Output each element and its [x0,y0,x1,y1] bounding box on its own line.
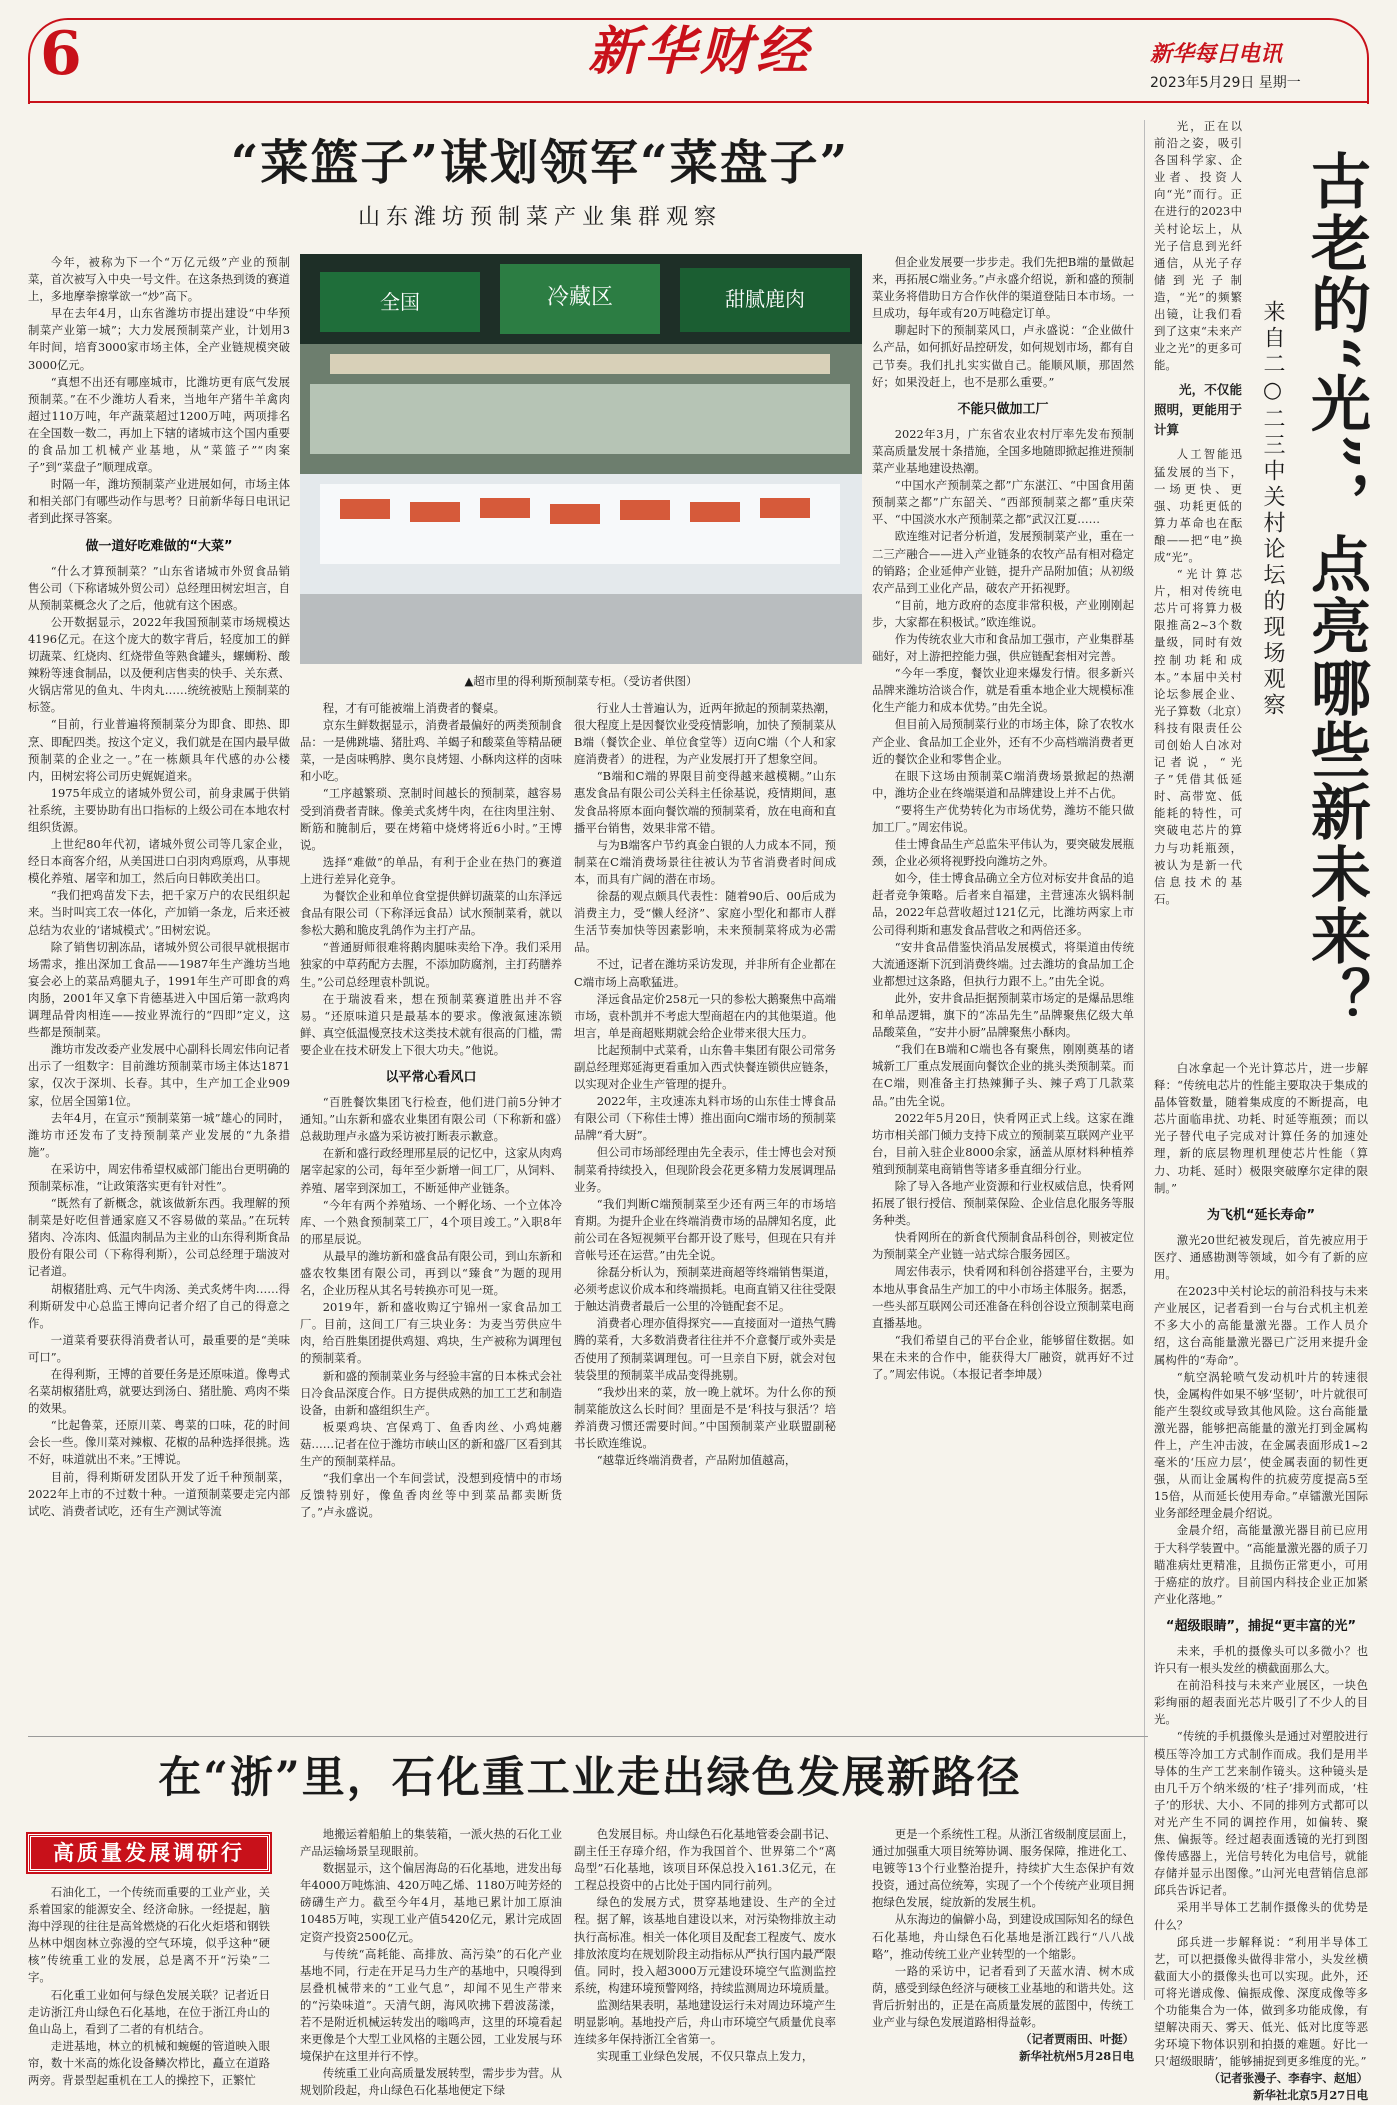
second-column-1 [28,1884,270,2088]
body-paragraph: “什么才算预制菜？”山东省诸城市外贸食品销售公司（下称诸城外贸公司）总经理田树宏坦言，自从预制菜概念火了之后，他就有这个困惑。 [28,563,290,612]
body-paragraph: 此外，安井食品拒据预制菜市场定的是爆品思维和单品逻辑，旗下的“冻品先生”品牌聚焦亿级大单品酸菜鱼，“安井小厨”品牌聚焦小酥肉。 [872,990,1135,1040]
body-paragraph: 色发展目标。舟山绿色石化基地管委会副书记、副主任王存璋介绍，作为我国首个、世界第二个“离岛型”石化基地，该项目环保总投入161.3亿元，在工程总投资中的占比处于国内同行前列。 [574,1827,837,1893]
body-paragraph: “目前，地方政府的态度非常积极，产业刚刚起步，大家都在积极试。”欧连维说。 [872,597,1134,629]
body-paragraph: “越靠近终端消费者，产品附加值越高， [596,1453,797,1468]
body-paragraph: 时隔一年，潍坊预制菜产业进展如何，市场主体和相关部门有哪些动作与思考？日前新华每日电讯记者到此探寻答案。 [28,477,291,526]
body-paragraph: 选择“难做”的单品，有利于企业在热门的赛道上进行差异化竞争。 [300,854,562,886]
body-paragraph: “我们在B端和C端也各有聚焦，刚刚奠基的诸城新工厂重点发展面向餐饮企业的挑头类预制菜。而在C端，则准备主打热辣狮子头、辣子鸡丁几款菜品。”由先全说。 [872,1042,1134,1108]
feature-subheading: 光，不仅能照明，更能用于计算 [1154,382,1242,438]
body-paragraph: 人工智能迅猛发展的当下，一场更快、更强、功耗更低的算力革命也在酝酿——把“电”换成“光”。 [1154,447,1242,564]
body-paragraph: 采用半导体工艺制作摄像头的优势是什么？ [1154,1900,1368,1932]
body-paragraph: 但企业发展要一步步走。我们先把B端的量做起来，再拓展C端业务。”卢永盛介绍说，新和盛的预制菜业务将借助日方合作伙伴的渠道登陆日本市场。一旦成功，每年或有20万吨稳定订单。 [872,255,1134,321]
body-paragraph: 新和盛的预制菜业务与经验丰富的日本株式会社日冷食品深度合作。日方提供成熟的加工工艺和制造设备，由新和盛组织生产。 [300,1368,563,1417]
body-paragraph: “B端和C端的界限目前变得越来越模糊。”山东惠发食品有限公司公关科主任徐基说，疫情期间，惠发食品将原本面向餐饮端的预制菜肴，放在电商和直播平台销售，效果非常不错。 [574,769,836,835]
body-paragraph: 一道菜肴要获得消费者认可，最重要的是“美味可口”。 [28,1332,290,1364]
lead-photo [300,254,862,664]
body-paragraph: 徐磊分析认为，预制菜进商超等终端销售渠道，必须考虑议价成本和终端损耗。电商直销又往往受限于触达消费者最后一公里的冷链配套不足。 [574,1265,837,1314]
feature-byline: （记者张漫子、李春宇、赵旭） [1208,2071,1368,2086]
lead-column-3 [574,700,836,1724]
section-subheading: 不能只做加工厂 [957,401,1049,417]
body-paragraph: 在得利斯，王博的首要任务是还原味道。像粤式名菜胡椒猪肚鸡，就要达到汤白、猪肚脆、鸡肉不柴的效果。 [28,1367,291,1416]
body-paragraph: 未来，手机的摄像头可以多微小？也许只有一根头发丝的横截面那么大。 [1154,1644,1368,1676]
body-paragraph: “我们拿出一个车间尝试，没想到疫情中的市场反馈特别好，像鱼香肉丝等中到菜品都卖断货了。”卢永盛说。 [300,1471,562,1520]
body-paragraph: “既然有了新概念，就该做新东西。我理解的预制菜是好吃但普通家庭又不容易做的菜品。”在玩转猪肉、冷冻肉、低温肉制品为主业的山东得利斯食品股份有限公司（下称得利斯），公司总经理于瑞波对记者道。 [28,1196,290,1279]
feature-column-narrow [1154,118,1242,1218]
lead-subheadline: 山东潍坊预制菜产业集群观察 [357,205,722,230]
body-paragraph: 光，正在以前沿之姿，吸引各国科学家、企业者、投资人向“光”而行。正在进行的2023中关村论坛上，从光子信息到光纤通信，从光子存储到光子制造，“光”的频繁出镜，让我们看到了这束“未来产业之光”的更多可能。 [1154,119,1242,373]
body-paragraph: 消费者心理亦值得探究——直接面对一道热气腾腾的菜肴，大多数消费者往往并不介意餐厅或外卖是否使用了预制菜调理包。可一旦亲自下厨，就会对包装袋里的预制菜半成品变得挑剔。 [574,1316,837,1382]
body-paragraph: 2022年，主攻速冻丸料市场的山东佳士博食品有限公司（下称佳士博）推出面向C端市场的预制菜品牌“肴大厨”。 [574,1094,836,1143]
body-paragraph: 2022年5月20日，快肴网正式上线。这家在潍坊市相关部门倾力支持下成立的预制菜互联网产业平台，目前入驻企业8000余家，涵盖从原材料种植养殖到预制菜电商销售等诸多垂直细分行业。 [872,1110,1134,1176]
second-headline: 在“浙”里，石化重工业走出绿色发展新路径 [158,1753,1022,1803]
body-paragraph: 快肴网所在的新食代预制食品科创谷，则被定位为预制菜全产业链一站式综合服务园区。 [872,1230,1135,1262]
body-paragraph: 在2023中关村论坛的前沿科技与未来产业展区，记者看到一台与台式机主机差不多大小的高能量激光器。工作人员介绍，这台高能量激光器已广泛用来提升金属构件的“寿命”。 [1154,1284,1368,1367]
body-paragraph: “安井食品借鉴快消品发展模式，将渠道由传统大流通逐渐下沉到消费终端。过去潍坊的食品加工企业都想过这条路，但执行力跟不上。”由先全说。 [872,939,1134,988]
body-paragraph: “光计算芯片，相对传统电芯片可将算力极限推高2~3个数量级，同时有效控制功耗和成本。”本届中关村论坛参展企业、光子算数（北京）科技有限责任公司创始人白冰对记者说，“光子”凭借其低延时、高带宽、低能耗的特性，可突破电芯片的算力与功耗瓶颈，被认为是新一代信息技术的基石。 [1154,567,1242,906]
body-paragraph: “中国水产预制菜之都”广东湛江、“中国食用菌预制菜之都”广东韶关、“西部预制菜之都”重庆荣平、“中国淡水水产预制菜之都”武汉江夏…… [872,478,1134,527]
body-paragraph: 程，才有可能被端上消费者的餐桌。 [322,701,506,715]
body-paragraph: “我炒出来的菜，放一晚上就坏。为什么你的预制菜能放这么长时间？里面是不是‘科技与狠活’？培养消费习惯还需要时间。”中国预制菜产业联盟副秘书长欧连维说。 [574,1384,836,1451]
lead-column-1 [28,254,290,1724]
body-paragraph: “要将生产优势转化为市场优势，潍坊不能只做加工厂。”周宏伟说。 [872,802,1134,834]
body-paragraph: “传统的手机摄像头是通过对塑胶进行模压等冷加工方式制作而成。我们是用半导体的生产工艺来制作镜头。这种镜头是由几千万个纳米级的‘柱子’排列而成，‘柱子’的形状、大小、不同的排列方式都可以对光产生不同的调控作用，如偏转、聚焦、偏振等。经过超表面透镜的光打到图像传感器上，光信号转化为电信号，就能存储并显示出图像。”山河光电营销信息部邱兵告诉记者。 [1154,1729,1368,1898]
second-dateline: 新华社杭州5月28日电 [1019,2049,1134,2064]
body-paragraph: 徐磊的观点颇具代表性：随着90后、00后成为消费主力，受“懒人经济”、家庭小型化和都市人群生活节奏加快等因素影响，未来预制菜将成为必需品。 [574,889,836,955]
body-paragraph: 周宏伟表示，快肴网和科创谷搭建平台，主要为本地从事食品生产加工的中小市场主体服务。据悉，一些头部互联网公司还准备在科创谷设立预制菜电商直播基地。 [872,1264,1135,1330]
series-badge [28,1834,270,1872]
body-paragraph: 地搬运着船舶上的集装箱，一派火热的石化工业产品运输场景呈现眼前。 [300,1827,563,1859]
body-paragraph: 胡椒猪肚鸡、元气牛肉汤、美式炙烤牛肉……得利斯研发中心总监王博向记者介绍了自己的得意之作。 [28,1281,291,1330]
feature-dateline: 新华社北京5月27日电 [1253,2088,1368,2103]
body-paragraph: “工序越繁琐、烹制时间越长的预制菜，越容易受到消费者青睐。像美式炙烤牛肉，在往肉里注射、断筋和腌制后，要在烤箱中烧烤将近6小时。”王博说。 [300,786,562,852]
feature-subheading: “超级眼睛”，捕捉“更丰富的光” [1165,1618,1357,1634]
body-paragraph: 金晨介绍，高能量激光器目前已应用于大科学装置中。“高能量激光器的质子刀瞄准病灶更精准，且损伤正常更小，可用于癌症的放疗。目前国内科技企业正加紧产业化落地。” [1154,1523,1368,1606]
body-paragraph: 石油化工，一个传统而重要的工业产业，关系着国家的能源安全、经济命脉。一经提起，脑海中浮现的往往是高耸燃烧的石化火炬塔和钢铁丛林中烟囱林立弥漫的空气环境，似乎这种“硬核”传统重工业的发展，总是离不开“污染”二字。 [28,1885,270,1985]
body-paragraph: 早在去年4月，山东省潍坊市提出建设“中华预制菜产业第一城”；大力发展预制菜产业，计划用3年时间，培育3000家市场主体，全产业链规模突破3000亿元。 [28,306,290,372]
series-badge-label: 高质量发展调研行 [53,1841,245,1865]
second-column-3 [574,1826,837,2064]
body-paragraph: 目前，得利斯研发团队开发了近千种预制菜，2022年上市的不过数十种。一道预制菜要走完内部试吃、消费者试吃，还有生产测试等流 [28,1469,290,1518]
body-paragraph: 数据显示，这个偏居海岛的石化基地，进发出每年4000万吨炼油、420万吨乙烯、1180万吨芳烃的磅礴生产力。截至今年4月，基地已累计加工原油10485万吨，实现工业产值5420亿元，累计完成固定资产投资2500亿元。 [300,1861,563,1944]
second-byline: （记者贾雨田、叶挺） [1020,2032,1134,2047]
sign-text-right: 甜腻鹿肉 [725,287,805,311]
body-paragraph: “今年一季度，餐饮业迎来爆发行情。很多新兴品牌来潍坊洽谈合作，就是看重本地企业大规模标准化生产能力和成本优势。”由先全说。 [872,666,1134,715]
body-paragraph: 去年4月，在宣示“预制菜第一城”雄心的同时，潍坊市还发布了支持预制菜产业发展的“九条措施”。 [28,1110,290,1159]
sign-text-left: 全国 [380,290,420,314]
body-paragraph: 作为传统农业大市和食品加工强市，产业集群基础好，对上游把控能力强，供应链配套相对完善。 [872,631,1135,664]
body-paragraph: “今年有两个养殖场、一个孵化场、一个立体冷库、一个熟食预制菜工厂，4个项目竣工。”入职8年的邢星辰说。 [300,1197,562,1246]
body-paragraph: 在采访中，周宏伟希望权威部门能出台更明确的预制菜标准，“让政策落实更有针对性”。 [28,1161,291,1193]
body-paragraph: “目前，行业普遍将预制菜分为即食、即热、即烹、即配四类。按这个定义，我们就是在国内最早做预制菜的企业之一。”在一栋颇具年代感的办公楼内，田树宏将公司历史娓娓道来。 [28,717,290,783]
body-paragraph: “百胜餐饮集团飞行检查，他们进门前5分钟才通知。”山东新和盛农业集团有限公司（下称新和盛）总裁助理卢永盛为采访被打断表示歉意。 [300,1095,562,1144]
body-paragraph: 从最早的潍坊新和盛食品有限公司，到山东新和盛农牧集团有限公司，再到以“臻食”为题的现用名，企业历程从其名号转换亦可见一斑。 [300,1248,563,1298]
body-paragraph: 一路的采访中，记者看到了天蓝水清、树木成荫，感受到绿色经济与硬核工业基地的和谐共处。这背后折射出的，正是在高质量发展的蓝图中，传统工业产业与绿色发展道路相得益彰。 [872,1963,1134,2030]
body-paragraph: 与为B端客户节约真金白银的人力成本不同，预制菜在C端消费场景往往被认为节省消费者时间成本，而具有广阔的潜在市场。 [574,837,836,886]
newspaper-name: 新华每日电讯 [1150,41,1283,67]
section-divider [28,1736,1148,1737]
body-paragraph: 公开数据显示，2022年我国预制菜市场规模达4196亿元。在这个庞大的数字背后，轻度加工的鲜切蔬菜、红烧肉、红烧带鱼等熟食罐头，螺蛳粉、酸辣粉等速食制品，以及便利店售卖的快手、关东煮、火锅店常见的鱼丸、牛肉丸……统统被贴上预制菜的标签。 [28,614,290,715]
body-paragraph: 从东海边的偏僻小岛，到建设成国际知名的绿色石化基地，舟山绿色石化基地是浙江践行“八八战略”，推动传统工业产业转型的一个缩影。 [872,1912,1135,1961]
body-paragraph: 板栗鸡块、宫保鸡丁、鱼香肉丝、小鸡炖蘑菇……记者在位于潍坊市峡山区的新和盛厂区看到其生产的预制菜样品。 [300,1419,562,1469]
body-paragraph: “比起鲁菜，还原川菜、粤菜的口味，花的时间会长一些。像川菜对辣椒、花椒的品种选择很挑。选不好，味道就出不来。”王博说。 [28,1418,290,1467]
body-paragraph: “航空涡轮喷气发动机叶片的转速很快，金属构件如果不够‘坚韧’，叶片就很可能产生裂纹或导致其他风险。这台高能量激光器，能够把高能量的激光打到金属构件上，产生冲击波，在金属表面形成1~2毫米的‘压应力层’，使金属表面的韧性更强，从而让金属构件的抗疲劳度提高5至15倍，从而延长使用寿命。”卓镭激光国际业务部经理金晨介绍说。 [1154,1369,1368,1521]
body-paragraph: 不过，记者在潍坊采访发现，并非所有企业都在C端市场上高歌猛进。 [574,957,837,989]
body-paragraph: 1975年成立的诸城外贸公司，前身隶属于供销社系统，主要协助有出口指标的上级公司在本地农村组织货源。 [28,785,290,834]
second-column-4 [872,1826,1135,2064]
body-paragraph: 2022年3月，广东省农业农村厅率先发布预制菜高质量发展十条措施，全国多地随即掀起推进预制菜产业基地建设热潮。 [872,426,1134,476]
body-paragraph: 比起预制中式菜肴，山东鲁丰集团有限公司常务副总经理郑延海更看重加入西式快餐连锁供应链条，以实现对企业生产管理的提升。 [574,1042,837,1092]
body-paragraph: 但目前入局预制菜行业的市场主体，除了农牧水产企业、食品加工企业外，还有不少高档端消费者更近的餐饮企业和零售企业。 [872,717,1135,766]
body-paragraph: 激光20世纪被发现后，首先被应用于医疗、通感勘测等领域，如今有了新的应用。 [1154,1232,1368,1282]
body-paragraph: 佳士博食品生产总监朱平伟认为，要突破发展瓶颈，企业必须将视野投向潍坊之外。 [872,837,1135,869]
body-paragraph: 聊起时下的预制菜风口，卢永盛说：“企业做什么产品，如何抓好品控研发，如何规划市场，都有自己节奏。我们扎扎实实做自己。能顺风顺，那固然好；如果没赶上，也不是那么重要。” [872,323,1134,389]
lead-column-4 [872,254,1134,1724]
body-paragraph: 在前沿科技与未来产业展区，一块色彩绚丽的超表面光芯片吸引了不少人的目光。 [1154,1678,1368,1727]
body-paragraph: 除了销售切割冻品，诸城外贸公司很早就根据市场需求，推出深加工食品——1987年生产潍坊当地宴会必上的菜品鸡腿丸子，1991年生产可即食的鸡肉肠，2001年又拿下肯德基进入中国后第一款鸡肉调理品骨肉相连——按业界流行的“四即”定义，这些都是预制菜。 [28,939,291,1040]
body-paragraph: 上世纪80年代初，诸城外贸公司等几家企业，经日本商客介绍，从美国进口白羽肉鸡原鸡，从事规模化养殖、屠宰和加工，然后向日韩欧美出口。 [28,837,290,886]
body-paragraph: 石化重工业如何与绿色发展关联？记者近日走访浙江舟山绿色石化基地，在位于浙江舟山的鱼山岛上，看到了二者的有机结合。 [28,1987,270,2036]
feature-subheading: 为飞机“延长寿命” [1206,1207,1316,1223]
body-paragraph: 在新和盛行政经理邢星辰的记忆中，这家从肉鸡屠宰起家的公司，每年至少新增一间工厂，从饲料、养殖、屠宰到深加工，不断延伸产业链条。 [300,1146,563,1195]
feature-subheadline: 来自二○二三中关村论坛的现场观察 [1260,300,1285,719]
body-paragraph: 白冰拿起一个光计算芯片，进一步解释：“传统电芯片的性能主要取决于集成的晶体管数量，随着集成度的不断提高，电芯片面临串扰、功耗、时延等瓶颈；而以光子替代电子完成对计算任务的加速处理，新的底层物理机理使芯片性能（算力、功耗、延时）极限突破摩尔定律的限制。” [1154,1061,1368,1195]
body-paragraph: “真想不出还有哪座城市，比潍坊更有底气发展预制菜。”在不少潍坊人看来，当地年产猪牛羊禽肉超过110万吨，年产蔬菜超过1200万吨，两项排名在全国数一数二，再加上下辖的诸城市这个国内重要的食品加工机械产业基地，从“菜篮子”“肉案子”到“菜盘子”顺理成章。 [28,374,290,475]
body-paragraph: 如今，佳士博食品确立全方位对标安井食品的追赶者竞争策略。后者来自福建，主营速冻火锅料制品，2022年总营收超过121亿元，比潍坊两家上市公司得利斯和惠发食品营收之和两倍还多。 [872,871,1135,937]
body-paragraph: 泽远食品定价258元一只的参松大鹅聚焦中高端市场，袁朴凯并不考虑大型商超在内的其他渠道。他坦言，单是商超账期就会给企业带来很大压力。 [574,991,836,1040]
lead-column-2 [300,700,562,1724]
body-paragraph: 绿色的发展方式，贯穿基地建设、生产的全过程。据了解，该基地自建设以来，对污染物排放主动执行高标准。相关一体化项目及配套工程废气、废水排放浓度均在规划阶段主动指标从严执行国内最严限值。同时，投入超3000万元建设环境空气监测监控系统，构建环境预警网络，持续监测周边环境质量。 [574,1895,836,1995]
body-paragraph: 与传统“高耗能、高排放、高污染”的石化产业基地不同，行走在开足马力生产的基地中，只嗅得到层叠机械带来的“工业气息”，却闻不见生产带来的“污染味道”。天清气朗，海风吹拂下碧波荡漾，若不是附近机械运转发出的嗡鸣声，这里的环境看起来更像是个大型工业风格的主题公园，工业发展与环境保护在这里并行不悖。 [300,1946,562,2064]
body-paragraph: 为餐饮企业和单位食堂提供鲜切蔬菜的山东泽远食品有限公司（下称泽远食品）试水预制菜肴，就以参松大鹅和脆皮乳鸽作为主打产品。 [300,889,563,938]
lead-headline: “菜篮子”谋划领军“菜盘子” [230,135,850,191]
masthead-rule [28,101,1369,103]
section-subheading: 以平常心看风口 [385,1069,477,1085]
supermarket-photo-illustration [300,254,862,664]
body-paragraph: 除了导入各地产业资源和行业权威信息，快肴网拓展了银行授信、预制菜保险、企业信息化服务等服务种类。 [872,1178,1135,1228]
second-column-2 [300,1826,563,2098]
section-subheading: 做一道好吃难做的“大菜” [85,538,233,554]
photo-caption: ▲超市里的得利斯预制菜专柜。（受访者供图） [464,674,698,688]
column-divider [1144,120,1145,2000]
body-paragraph: 2019年，新和盛收购辽宁锦州一家食品加工厂。目前，这间工厂有三块业务：为麦当劳供应牛肉，给百胜集团提供鸡翅、鸡块，生产被称为调理包的预制菜肴。 [300,1300,562,1366]
body-paragraph: 实现重工业绿色发展，不仅只靠点上发力， [596,2049,814,2064]
body-paragraph: “我们希望自己的平台企业，能够留住数据。如果在未来的合作中，能获得大厂融资，就再好不过了。”周宏伟说。（本报记者李坤晟） [872,1332,1134,1381]
body-paragraph: 邱兵进一步解释说：“利用半导体工艺，可以把摄像头做得非常小，头发丝横截面大小的摄像头也可以实现。此外，还可将光谱成像、偏振成像、深度成像等多个功能集合为一体，做到多功能成像，有望解决雨天、雾天、低光、低对比度等恶劣环境下物体识别和拍摄的难题。好比一只‘超级眼睛’，能够捕捉到更多维度的光。” [1154,1934,1368,2069]
issue-date: 2023年5月29日 星期一 [1150,75,1301,91]
body-paragraph: 传统重工业向高质量发展转型，需步步为营。从规划阶段起，舟山绿色石化基地便定下绿 [300,2066,563,2098]
body-paragraph: “普通厨师很难将鹅肉腿味卖给下净。我们采用独家的中草药配方去腥，不添加防腐剂，主打药膳养生。”公司总经理袁朴凯说。 [300,940,562,989]
section-title: 新华财经 [587,21,812,82]
feature-headline: 古老的“光”，点亮哪些新未来？ [1301,150,1371,1030]
body-paragraph: 京东生鲜数据显示，消费者最偏好的两类预制食品：一是佛跳墙、猪肚鸡、羊蝎子和酸菜鱼等精品硬菜，一是卤味鸭脖、奥尔良烤翅、小酥肉这样的卤味和小吃。 [300,718,563,784]
page-number: 6 [40,19,82,89]
feature-column-wide [1154,1060,1368,2103]
body-paragraph: 行业人士普遍认为，近两年掀起的预制菜热潮，很大程度上是因餐饮业受疫情影响，加快了预制菜从B端（餐饮企业、单位食堂等）迈向C端（个人和家庭消费者）的进程，为产业发展打开了想象空间。 [574,701,837,767]
body-paragraph: 在眼下这场由预制菜C端消费场景掀起的热潮中，潍坊企业在终端渠道和品牌建设上并不占优。 [872,768,1134,800]
body-paragraph: 今年，被称为下一个“万亿元级”产业的预制菜，首次被写入中央一号文件。在这条热到烫的赛道上，多地摩拳擦掌欲一“炒”高下。 [28,255,290,304]
body-paragraph: “我们判断C端预制菜至少还有两三年的市场培育期。为提升企业在终端消费市场的品牌知名度，此前公司在各短视频平台都开设了账号，但现在只有并音帐号还在运营。”由先全说。 [574,1196,836,1262]
body-paragraph: 更是一个系统性工程。从浙江省级制度层面上，通过加强重大项目统筹协调、服务保障，推进化工、电镀等13个行业整治提升，持续扩大生态保护有效投资，通过高位统筹，实现了一个个传统产业项目拥抱绿色发展，绽放新的发展生机。 [872,1827,1135,1910]
body-paragraph: 欧连维对记者分析道，发展预制菜产业，重在一二三产融合——进入产业链条的农牧产品有相对稳定的销路；企业延伸产业链，提升产品附加值；从初级农产品到工业化产品，破农产开拓视野。 [872,529,1135,595]
body-paragraph: 走进基地，林立的机械和蜿蜒的管道映入眼帘，数十米高的炼化设备鳞次栉比，矗立在道路两旁。背景型起重机在工人的操控下，正繁忙 [28,2038,270,2088]
sign-text-mid: 冷藏区 [546,285,614,310]
body-paragraph: 潍坊市发改委产业发展中心副科长周宏伟向记者出示了一组数字：目前潍坊预制菜市场主体达1871家，仅次于深圳、长春。其中，生产加工企业909家，位居全国第1位。 [28,1042,291,1108]
body-paragraph: 但公司市场部经理由先全表示，佳士博也会对预制菜肴持续投入，但现阶段会花更多精力发展调理品业务。 [574,1145,837,1194]
body-paragraph: “我们把鸡苗发下去，把千家万户的农民组织起来。当时叫宾工农一体化，产加销一条龙，后来还被总结为农业的‘诸城模式’。”田树宏说。 [28,888,290,937]
body-paragraph: 监测结果表明，基地建设运行未对周边环境产生明显影响。基地投产后，舟山市环境空气质量优良率连续多年保持浙江全省第一。 [574,1997,837,2047]
body-paragraph: 在于瑞波看来，想在预制菜赛道胜出并不容易。“还原味道只是最基本的要求。像液氮速冻锁鲜、真空低温慢烹技术这类技术就有很高的门槛，需要企业在技术研发上下很大功夫。”他说。 [300,991,562,1057]
